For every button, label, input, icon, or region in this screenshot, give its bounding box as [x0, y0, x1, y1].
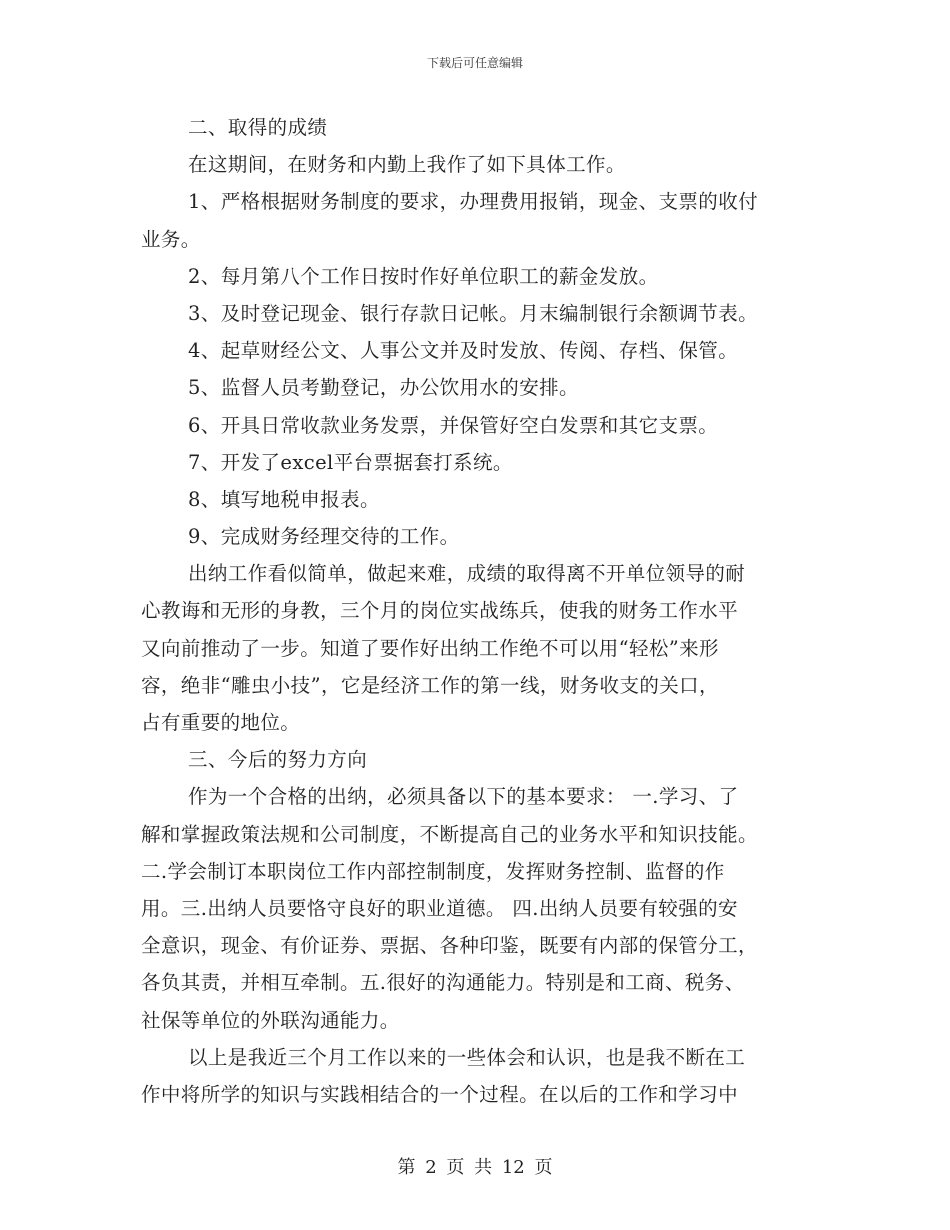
text-line: 用。三.出纳人员要恪守良好的职业道德。 四.出纳人员要有较强的安	[141, 896, 738, 920]
text-line: 作中将所学的知识与实践相结合的一个过程。在以后的工作和学习中	[141, 1082, 739, 1106]
text-line: 1、严格根据财务制度的要求，办理费用报销，现金、支票的收付	[188, 190, 759, 214]
text-line: 心教诲和无形的身教，三个月的岗位实战练兵，使我的财务工作水平	[141, 599, 739, 623]
text-line: 在这期间，在财务和内勤上我作了如下具体工作。	[188, 153, 626, 177]
page-header: 下载后可任意编辑	[426, 56, 523, 70]
text-line: 容，绝非“雕虫小技”，它是经济工作的第一线，财务收支的关口，	[141, 673, 719, 697]
text-line: 3、及时登记现金、银行存款日记帐。月末编制银行余额调节表。	[188, 301, 759, 325]
text-line: 6、开具日常收款业务发票，并保管好空白发票和其它支票。	[188, 413, 719, 437]
text-line: 2、每月第八个工作日按时作好单位职工的薪金发放。	[188, 264, 659, 288]
page-footer: 第 2 页 共 12 页	[397, 1157, 553, 1178]
text-line: 三、今后的努力方向	[188, 748, 368, 772]
text-line: 8、填写地税申报表。	[188, 487, 380, 511]
text-line: 解和掌握政策法规和公司制度，不断提高自己的业务水平和知识技能。	[141, 822, 758, 846]
text-line: 出纳工作看似简单，做起来难，成绩的取得离不开单位领导的耐	[188, 562, 746, 586]
text-line: 二.学会制订本职岗位工作内部控制制度，发挥财务控制、监督的作	[141, 859, 725, 883]
document-body	[141, 109, 811, 1113]
text-line: 7、开发了excel平台票据套打系统。	[188, 450, 513, 474]
text-line: 占有重要的地位。	[141, 711, 301, 734]
text-line: 以上是我近三个月工作以来的一些体会和认识，也是我不断在工	[188, 1045, 746, 1069]
text-line: 全意识，现金、有价证券、票据、各种印鉴，既要有内部的保管分工，	[141, 934, 758, 958]
text-line: 4、起草财经公文、人事公文并及时发放、传阅、存档、保管。	[188, 339, 739, 363]
text-line: 二、取得的成绩	[188, 116, 328, 139]
text-line: 作为一个合格的出纳，必须具备以下的基本要求： 一.学习、了	[188, 785, 739, 809]
text-line: 又向前推动了一步。知道了要作好出纳工作绝不可以用“轻松”来形	[141, 636, 719, 660]
text-line: 9、完成财务经理交待的工作。	[188, 525, 460, 549]
text-line: 业务。	[141, 227, 201, 251]
text-line: 5、监督人员考勤登记，办公饮用水的安排。	[188, 376, 579, 400]
text-line: 社保等单位的外联沟通能力。	[141, 1008, 400, 1032]
text-line: 各负其责，并相互牵制。五.很好的沟通能力。特别是和工商、税务、	[141, 971, 745, 995]
